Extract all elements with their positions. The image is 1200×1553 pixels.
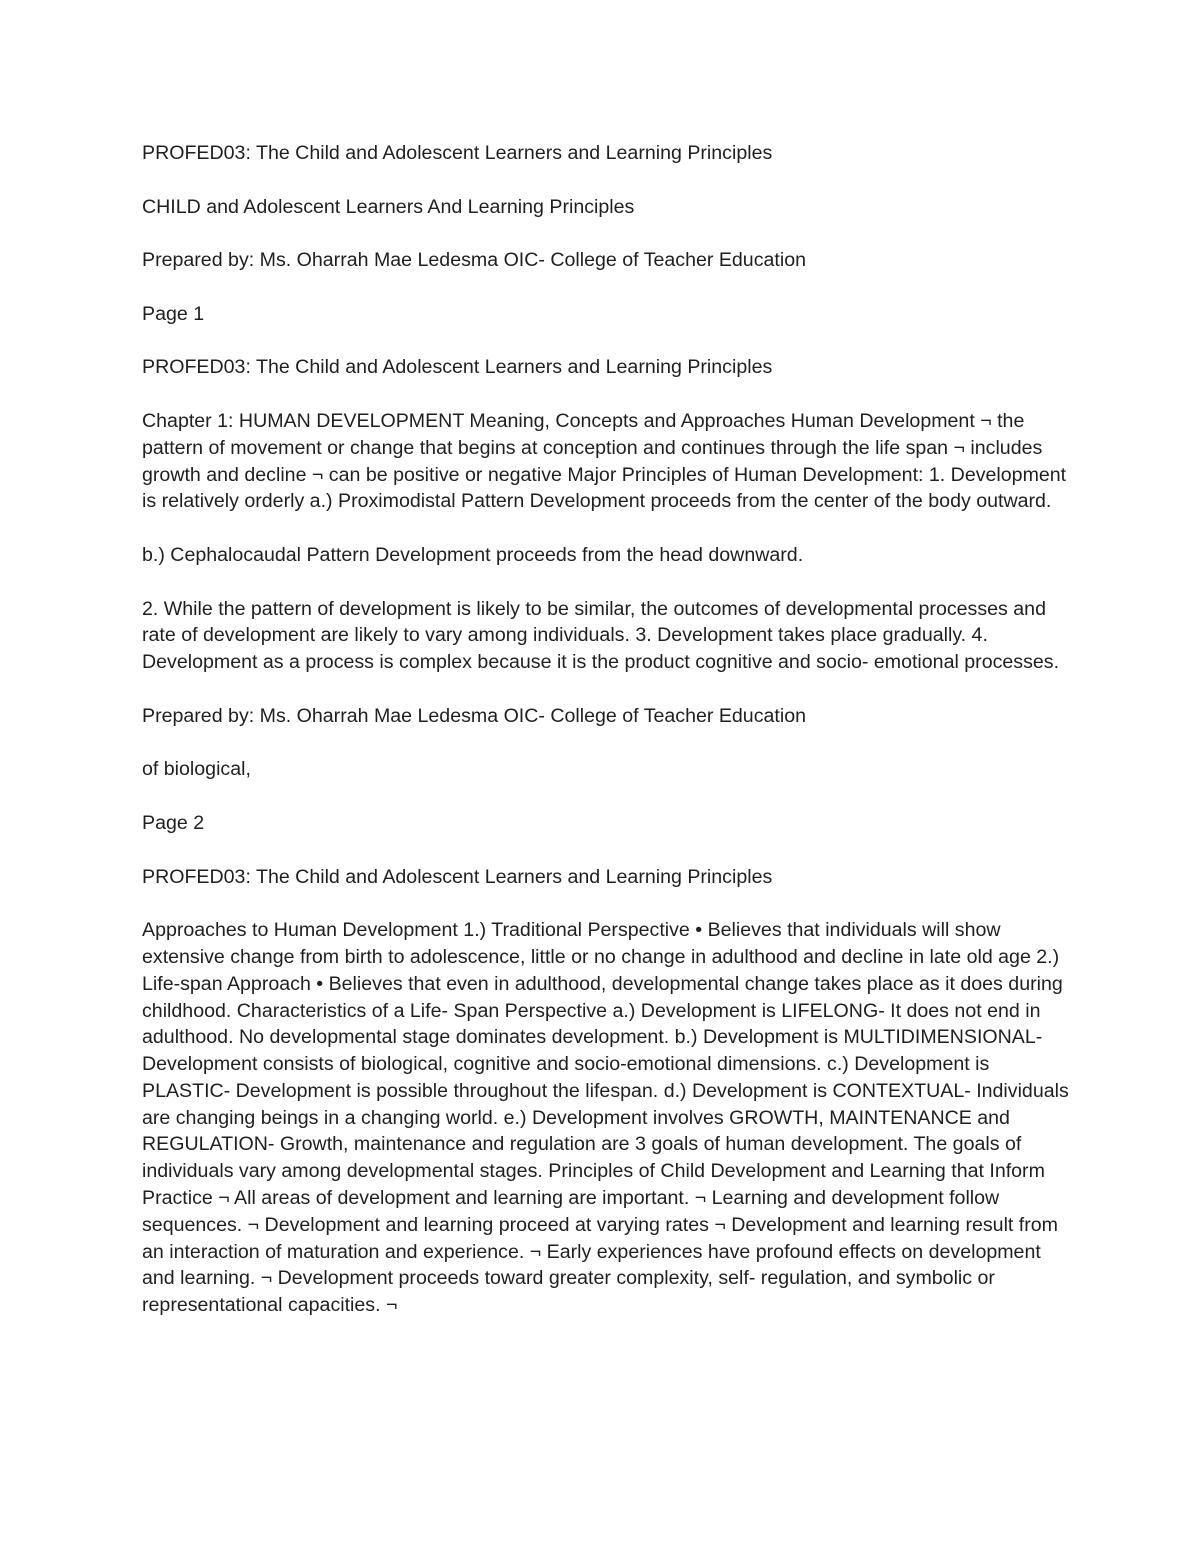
page-number: Page 1 [142,302,205,325]
body-paragraph: Approaches to Human Development 1.) Traditional Perspective • Believes that individuals will show extensive change from birth to adolescence, little or no change in adulthood and decline in late old age 2.) Life-span Approach • Believes that even in adulthood, developmental change takes place as it does during childhood. Characteristics of a Life- Span Perspective a.) Development is LIFELONG- It does not end in adulthood. No developmental stage dominates development. b.) Development is MULTIDIMENSIONAL- Development consists of biological, cognitive and socio-emotional dimensions. c.) Development is PLASTIC- Development is possible throughout the lifespan. d.) Development is CONTEXTUAL- Individuals are changing beings in a changing world. e.) Development involves GROWTH, MAINTENANCE and REGULATION- Growth, maintenance and regulation are 3 goals of human development. The goals of individuals vary among developmental stages. Principles of Child Development and Learning that Inform Practice ¬ All areas of development and learning are important. ¬ Learning and development follow sequences. ¬ Development and learning proceed at varying rates ¬ Development and learning result from an interaction of maturation and experience. ¬ Early experiences have profound effects on development and learning. ¬ Development proceeds toward greater complexity, self- regulation, and symbolic or representational capacities. ¬ [142,919,1069,1317]
document-title: CHILD and Adolescent Learners And Learning Principles [142,195,635,218]
body-paragraph: of biological, [142,758,251,781]
course-header: PROFED03: The Child and Adolescent Learners and Learning Principles [142,356,773,379]
body-paragraph: 2. While the pattern of development is likely to be similar, the outcomes of developmental processes and rate of development are likely to vary among individuals. 3. Development takes place gradually. 4. Development as a process is complex because it is the product cognitive and socio- emotional processes. [142,597,1060,674]
course-header: PROFED03: The Child and Adolescent Learners and Learning Principles [142,865,773,888]
course-header: PROFED03: The Child and Adolescent Learners and Learning Principles [142,142,773,164]
prepared-by: Prepared by: Ms. Oharrah Mae Ledesma OIC- College of Teacher Education [142,249,806,272]
prepared-by: Prepared by: Ms. Oharrah Mae Ledesma OIC- College of Teacher Education [142,704,806,727]
body-paragraph: b.) Cephalocaudal Pattern Development proceeds from the head downward. [142,543,804,566]
document-page [142,140,1072,1346]
page-number: Page 2 [142,811,205,834]
body-paragraph: Chapter 1: HUMAN DEVELOPMENT Meaning, Concepts and Approaches Human Development ¬ the pattern of movement or change that begins at conception and continues through the life span ¬ includes growth and decline ¬ can be positive or negative Major Principles of Human Development: 1. Development is relatively orderly a.) Proximodistal Pattern Development proceeds from the center of the body outward. [142,409,1067,513]
